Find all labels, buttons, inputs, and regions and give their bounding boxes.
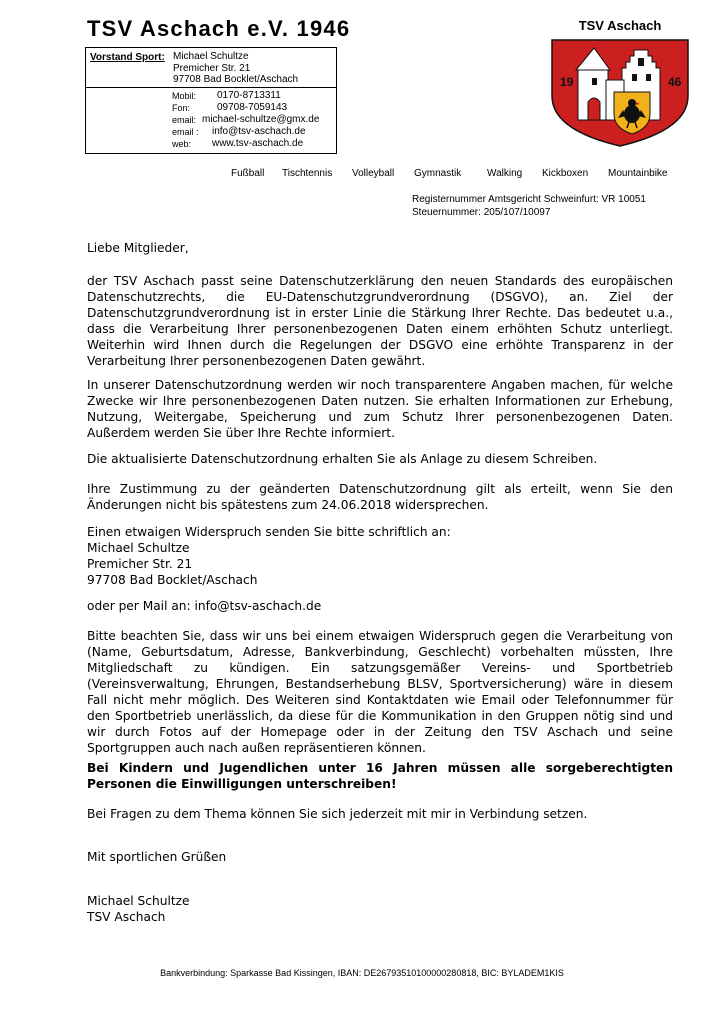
sport-item: Fußball [231, 168, 265, 179]
contact-value: info@tsv-aschach.de [212, 126, 306, 137]
objection-street: Premicher Str. 21 [87, 557, 193, 571]
svg-text:19: 19 [560, 75, 574, 89]
sport-item: Gymnastik [414, 168, 462, 179]
contact-value: 09708-7059143 [217, 102, 288, 113]
greeting: Liebe Mitglieder, [87, 241, 189, 255]
paragraph-intro: der TSV Aschach passt seine Datenschutzerklärung den neuen Standards des europäischen Datenschutzrechts, die EU-Datenschutzgrundverordnung (DSGVO), an. Ziel der Datenschutzgrundverordnung ist in erster Linie die Stärkung Ihrer Rechte. Das bedeutet u.a., dass die Verarbeitung Ihrer personenbezogenen Daten einem erhöhten Schutz unterliegt. Weiterhin wird Ihnen durch die Regelungen der DSGVO eine erhöhte Transparenz in der Verarbeitung Ihrer personenbezogenen Daten gewährt. [87, 274, 673, 368]
paragraph-minors-notice: Bei Kindern und Jugendlichen unter 16 Jahren müssen alle sorgeberechtigten Personen die Einwilligungen unterschreiben! [87, 761, 673, 791]
signature-name: Michael Schultze [87, 894, 190, 908]
sport-item: Mountainbike [608, 168, 668, 179]
board-name: Michael Schultze [173, 51, 249, 62]
contact-label: email : [172, 127, 199, 137]
sport-item: Volleyball [352, 168, 395, 179]
contact-email-club [172, 126, 306, 138]
svg-text:46: 46 [668, 75, 682, 89]
tax-number: Steuernummer: 205/107/10097 [412, 207, 551, 218]
contact-email-private [172, 114, 320, 126]
board-street: Premicher Str. 21 [173, 62, 251, 74]
registry-number: Registernummer Amtsgericht Schweinfurt: VR 10051 [412, 194, 646, 205]
paragraph-transparency: In unserer Datenschutzordnung werden wir noch transparentere Angaben machen, für welche Zwecke wir Ihre personenbezogenen Daten nutzen. Sie erhalten Informationen zur Erhebung, Nutzung, Weitergabe, Speicherung und zum Schutz Ihrer personenbezogenen Daten. Außerdem werden Sie über Ihre Rechte informiert. [87, 378, 673, 440]
board-address-section [86, 48, 336, 88]
board-city: 97708 Bad Bocklet/Aschach [173, 74, 299, 85]
contact-value: michael-schultze@gmx.de [202, 114, 320, 125]
sport-item: Kickboxen [542, 168, 589, 179]
board-address [173, 51, 298, 86]
objection-city: 97708 Bad Bocklet/Aschach [87, 573, 258, 587]
bank-details-footer: Bankverbindung: Sparkasse Bad Kissingen, IBAN: DE26793510100000280818, BIC: BYLADEM1KIS [160, 968, 564, 978]
objection-intro: Einen etwaigen Widerspruch senden Sie bitte schriftlich an: [87, 525, 451, 539]
paragraph-questions: Bei Fragen zu dem Thema können Sie sich jederzeit mit mir in Verbindung setzen. [87, 807, 588, 821]
paragraph-email: oder per Mail an: info@tsv-aschach.de [87, 599, 322, 613]
contact-label: Fon: [172, 103, 191, 113]
signature-org: TSV Aschach [87, 910, 166, 924]
contact-value: www.tsv-aschach.de [212, 138, 304, 149]
contact-label: web: [172, 139, 192, 149]
registry-info [412, 193, 646, 219]
contact-box [85, 47, 337, 154]
contact-phone [172, 102, 288, 114]
contact-label: email: [172, 115, 197, 125]
board-label: Vorstand Sport: [90, 52, 165, 63]
contact-web [172, 138, 304, 150]
objection-address [87, 524, 673, 588]
organization-title: TSV Aschach e.V. 1946 [87, 16, 351, 41]
crest-title: TSV Aschach [578, 18, 662, 33]
sport-item: Walking [487, 168, 523, 179]
paragraph-consent: Ihre Zustimmung zu der geänderten Datenschutzordnung gilt als erteilt, wenn Sie den Änderungen nicht bis spätestens zum 24.06.2018 widersprechen. [87, 482, 673, 512]
sport-item: Tischtennis [282, 168, 333, 179]
paragraph-attachment: Die aktualisierte Datenschutzordnung erhalten Sie als Anlage zu diesem Schreiben. [87, 452, 598, 466]
closing: Mit sportlichen Grüßen [87, 850, 227, 864]
club-crest [540, 18, 700, 148]
signature [87, 893, 673, 925]
objection-name: Michael Schultze [87, 541, 190, 555]
contact-value: 0170-8713311 [217, 90, 281, 101]
paragraph-notice: Bitte beachten Sie, dass wir uns bei einem etwaigen Widerspruch gegen die Verarbeitung von (Name, Geburtsdatum, Adresse, Bankverbindung, Geschlecht) vorbehalten müssten, Ihre Mitgliedschaft zu kündigen. Ein satzungsgemäßer Vereins- und Sportbetrieb (Vereinsverwaltung, Ehrungen, Bestandserhebung BLSV, Sportversicherung) wäre in diesem Fall nicht mehr möglich. Des Weiteren sind Kontaktdaten wie Email oder Telefonnummer für den Sportbetrieb unerlässlich, da diese für die Kommunikation in den Gruppen nötig sind und wir durch Fotos auf der Homepage oder in der Zeitung den TSV Aschach und seine Sportgruppen auch nach außen repräsentieren können. [87, 629, 673, 755]
contact-mobile [172, 90, 281, 102]
contact-label: Mobil: [172, 91, 197, 101]
crest-shield-icon [540, 18, 700, 148]
